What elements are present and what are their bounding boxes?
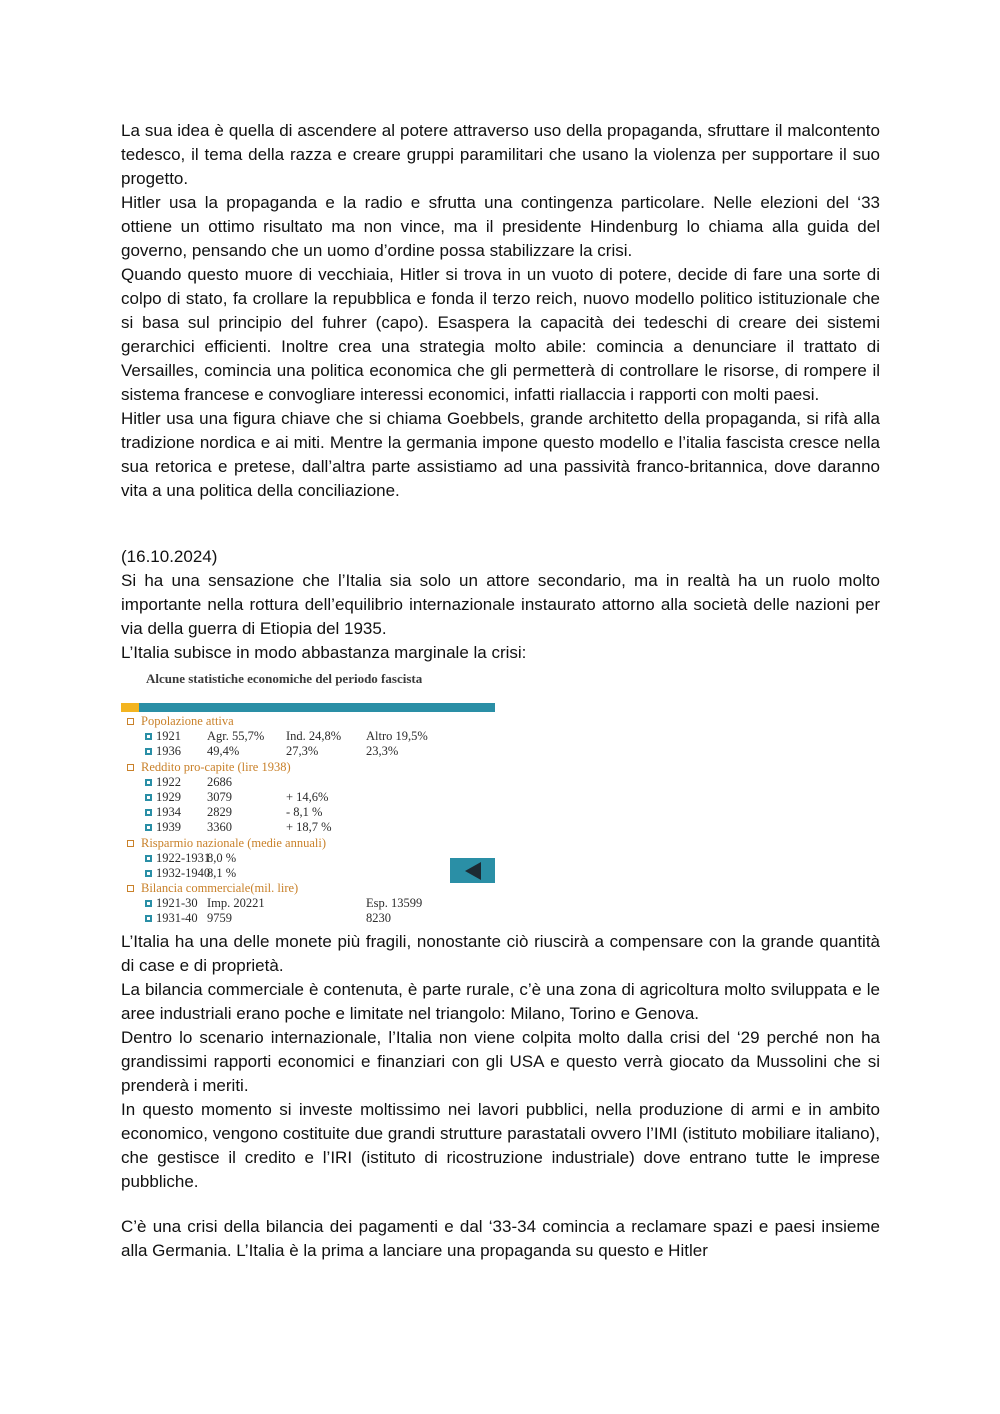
- paragraph: C’è una crisi della bilancia dei pagamenti e dal ‘33-34 comincia a reclamare spazi e paesi insieme alla Germania. L’Italia è la prima a lanciare una propaganda su questo e Hitler: [121, 1217, 880, 1260]
- row-value: 2686: [207, 774, 232, 789]
- stats-row: [121, 911, 495, 926]
- paragraph: In questo momento si investe moltissimo nei lavori pubblici, nella produzione di armi e in ambito economico, vengono costituite due grandi strutture parastatali ovvero l’IMI (istituto mobiliare italiano), che gestisce il credito e l’IRI (istituto di ricostruzione industriale) dove entrano tutte le imprese pubbliche.: [121, 1100, 880, 1191]
- stats-row: [121, 820, 495, 835]
- paragraph: Hitler usa una figura chiave che si chiama Goebbels, grande architetto della propaganda, si rifà alla tradizione nordica e ai miti. Mentre la germania impone questo modello e l’italia fascista cresce nella sua retorica e pretese, dall’altra parte assistiamo ad una passività franco-britannica, dove daranno vita a una politica della conciliazione.: [121, 409, 880, 500]
- section-label: Reddito pro-capite (lire 1938): [141, 759, 291, 774]
- previous-button[interactable]: [450, 858, 495, 883]
- row-value: 8,0 %: [207, 850, 237, 865]
- bullet-square-icon: [127, 764, 134, 771]
- row-value: 8230: [366, 911, 391, 926]
- row-value: 3079: [207, 789, 232, 804]
- stats-row: [121, 851, 495, 866]
- section-label: Risparmio nazionale (medie annuali): [141, 835, 327, 850]
- paragraph: La sua idea è quella di ascendere al potere attraverso uso della propaganda, sfruttare il malcontento tedesco, il tema della razza e creare gruppi paramilitari che usano la violenza per supportare il suo progetto.: [121, 121, 880, 188]
- row-label: 1921-30: [156, 896, 198, 911]
- bullet-square-icon: [145, 855, 152, 862]
- row-label: 1939: [156, 820, 181, 835]
- paragraph: La bilancia commerciale è contenuta, è parte rurale, c’è una zona di agricoltura molto sviluppata e le aree industriali erano poche e limitate nel triangolo: Milano, Torino e Genova.: [121, 980, 880, 1023]
- text-block-top: [121, 119, 880, 503]
- bullet-square-icon: [145, 733, 152, 740]
- row-value: 27,3%: [286, 744, 319, 759]
- figure-title: Alcune statistiche economiche del periodo fascista: [146, 671, 423, 686]
- row-label: 1936: [156, 744, 181, 759]
- stats-row: [121, 866, 495, 881]
- row-value: 23,3%: [366, 744, 399, 759]
- stats-section-heading: [121, 881, 495, 896]
- figure-header-bar: [139, 703, 495, 712]
- stats-row: [121, 790, 495, 805]
- row-label: 1934: [156, 805, 181, 820]
- bullet-square-icon: [127, 885, 134, 892]
- row-value: 9759: [207, 911, 232, 926]
- statistics-rows: [121, 714, 495, 927]
- stats-section-heading: [121, 836, 495, 851]
- row-value: Agr. 55,7%: [207, 729, 265, 744]
- row-label: 1929: [156, 789, 181, 804]
- section-label: Popolazione attiva: [141, 714, 234, 728]
- stats-row: [121, 805, 495, 820]
- bullet-square-icon: [145, 870, 152, 877]
- row-value: - 8,1 %: [286, 805, 323, 820]
- text-block-mid: [121, 545, 880, 665]
- section-label: Bilancia commerciale(mil. lire): [141, 881, 299, 896]
- bullet-square-icon: [145, 809, 152, 816]
- paragraph: Hitler usa la propaganda e la radio e sfrutta una contingenza particolare. Nelle elezioni del ‘33 ottiene un ottimo risultato ma non vince, ma il presidente Hindenburg lo chiama alla guida del governo, pensando che un uomo d’ordine possa stabilizzare la crisi.: [121, 193, 880, 260]
- stats-row: [121, 744, 495, 759]
- row-value: 2829: [207, 805, 232, 820]
- bullet-square-icon: [145, 900, 152, 907]
- row-value: 49,4%: [207, 744, 240, 759]
- row-value: 3360: [207, 820, 232, 835]
- stats-section-heading: [121, 760, 495, 775]
- row-label: 1922: [156, 774, 181, 789]
- bullet-square-icon: [145, 794, 152, 801]
- row-value: Altro 19,5%: [366, 729, 428, 744]
- paragraph: L’Italia subisce in modo abbastanza marginale la crisi:: [121, 643, 527, 662]
- bullet-square-icon: [145, 779, 152, 786]
- stats-row: [121, 729, 495, 744]
- stats-section-heading: [121, 714, 495, 729]
- left-arrow-icon: [465, 862, 481, 880]
- stats-row: [121, 896, 495, 911]
- row-value: 8,1 %: [207, 865, 237, 880]
- bullet-square-icon: [145, 915, 152, 922]
- row-value: + 18,7 %: [286, 820, 332, 835]
- figure-accent: [121, 703, 139, 712]
- bullet-square-icon: [127, 718, 134, 725]
- text-block-end: [121, 1215, 880, 1263]
- lecture-date: (16.10.2024): [121, 547, 218, 566]
- bullet-square-icon: [127, 840, 134, 847]
- row-label: 1932-1940: [156, 865, 211, 880]
- row-label: 1931-40: [156, 911, 198, 926]
- row-value: Ind. 24,8%: [286, 729, 342, 744]
- row-value: Imp. 20221: [207, 896, 265, 911]
- row-label: 1921: [156, 729, 181, 744]
- row-value: + 14,6%: [286, 789, 329, 804]
- bullet-square-icon: [145, 748, 152, 755]
- paragraph: Si ha una sensazione che l’Italia sia solo un attore secondario, ma in realtà ha un ruolo molto importante nella rottura dell’equilibrio internazionale instaurato attorno alla società delle nazioni per via della guerra di Etiopia del 1935.: [121, 571, 880, 638]
- statistics-figure: [121, 663, 495, 926]
- paragraph: Dentro lo scenario internazionale, l’Italia non viene colpita molto dalla crisi del ‘29 perché non ha grandissimi rapporti economici e finanziari con gli USA e questo verrà giocato da Mussolini che si prenderà i meriti.: [121, 1028, 880, 1095]
- row-label: 1922-1931: [156, 850, 211, 865]
- paragraph: L’Italia ha una delle monete più fragili, nonostante ciò riuscirà a compensare con la grande quantità di case e di proprietà.: [121, 932, 880, 975]
- stats-row: [121, 775, 495, 790]
- paragraph: Quando questo muore di vecchiaia, Hitler si trova in un vuoto di potere, decide di fare una sorte di colpo di stato, fa crollare la repubblica e fonda il terzo reich, nuovo modello politico istituzionale che si basa sul principio del fuhrer (capo). Esaspera la capacità dei tedeschi di creare dei sistemi gerarchici efficienti. Inoltre crea una strategia molto abile: comincia a denunciare il trattato di Versailles, comincia una politica economica che gli permetterà di controllare le risorse, di rompere il sistema francese e convogliare interessi economici, infatti riallaccia i rapporti con molti paesi.: [121, 265, 880, 404]
- text-block-bottom: [121, 930, 880, 1194]
- row-value: Esp. 13599: [366, 896, 423, 911]
- bullet-square-icon: [145, 824, 152, 831]
